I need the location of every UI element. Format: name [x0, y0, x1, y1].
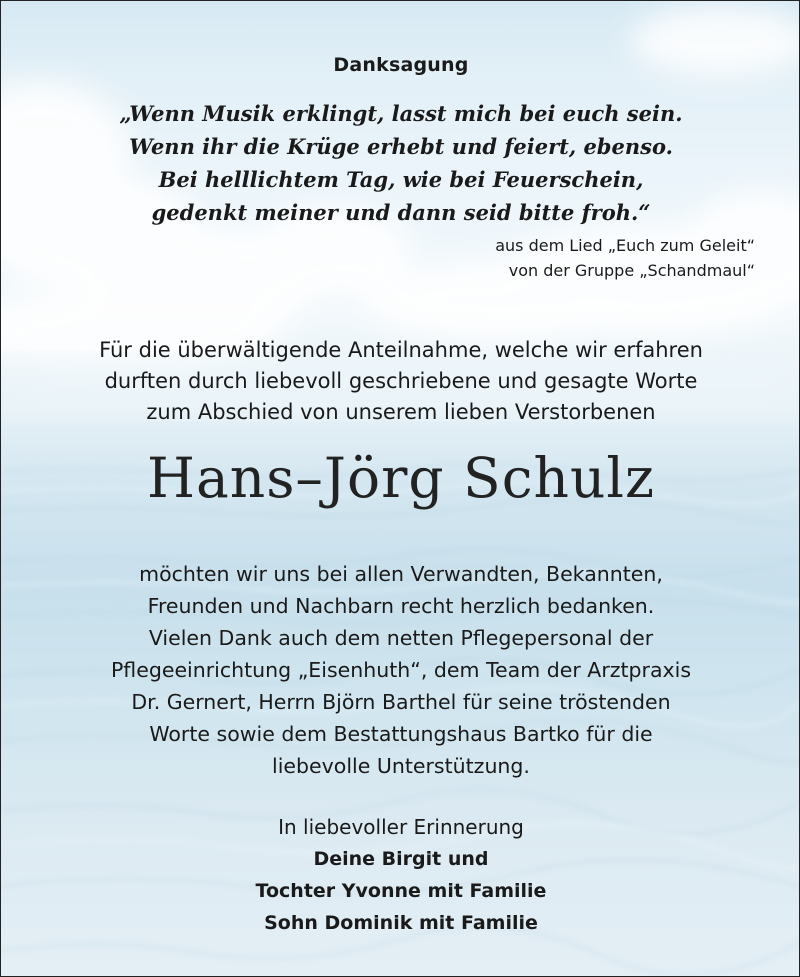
signer-line: Sohn Dominik mit Familie	[264, 912, 538, 934]
deceased-name: Hans–Jörg Schulz	[147, 446, 655, 510]
thanks-line: Pflegeeinrichtung „Eisenhuth“, dem Team der Arztpraxis	[110, 658, 692, 682]
closing-phrase: In liebevoller Erinnerung	[278, 815, 524, 839]
thanks-line: möchten wir uns bei allen Verwandten, Bekannten,	[139, 562, 663, 586]
poem-line: Wenn ihr die Krüge erhebt und feiert, ebenso.	[129, 134, 673, 159]
source-line: aus dem Lied „Euch zum Geleit“	[495, 236, 755, 255]
quote-source	[495, 233, 755, 283]
closing-block	[1, 811, 800, 939]
source-line: von der Gruppe „Schandmaul“	[508, 261, 755, 280]
poem-quote	[1, 97, 800, 229]
intro-line: Für die überwältigende Anteilnahme, welche wir erfahren	[99, 338, 703, 362]
thanks-line: Dr. Gernert, Herrn Björn Barthel für seine tröstenden	[131, 690, 671, 714]
intro-text	[1, 335, 800, 428]
thanks-line: liebevolle Unterstützung.	[272, 754, 530, 778]
obituary-content	[1, 1, 800, 977]
thanks-text	[1, 558, 800, 782]
intro-line: durften durch liebevoll geschriebene und gesagte Worte	[104, 369, 698, 393]
signer-line: Tochter Yvonne mit Familie	[255, 880, 547, 902]
thanks-line: Vielen Dank auch dem netten Pflegepersonal der	[148, 626, 654, 650]
thanks-line: Worte sowie dem Bestattungshaus Bartko für die	[149, 722, 653, 746]
poem-line: gedenkt meiner und dann seid bitte froh.“	[151, 200, 651, 225]
signer-line: Deine Birgit und	[313, 848, 489, 870]
poem-line: Bei helllichtem Tag, wie bei Feuerschein,	[158, 167, 644, 192]
heading: Danksagung	[333, 54, 469, 76]
intro-line: zum Abschied von unserem lieben Verstorbenen	[146, 400, 656, 424]
poem-line: „Wenn Musik erklingt, lasst mich bei euch sein.	[119, 101, 683, 126]
thanks-line: Freunden und Nachbarn recht herzlich bedanken.	[147, 594, 655, 618]
